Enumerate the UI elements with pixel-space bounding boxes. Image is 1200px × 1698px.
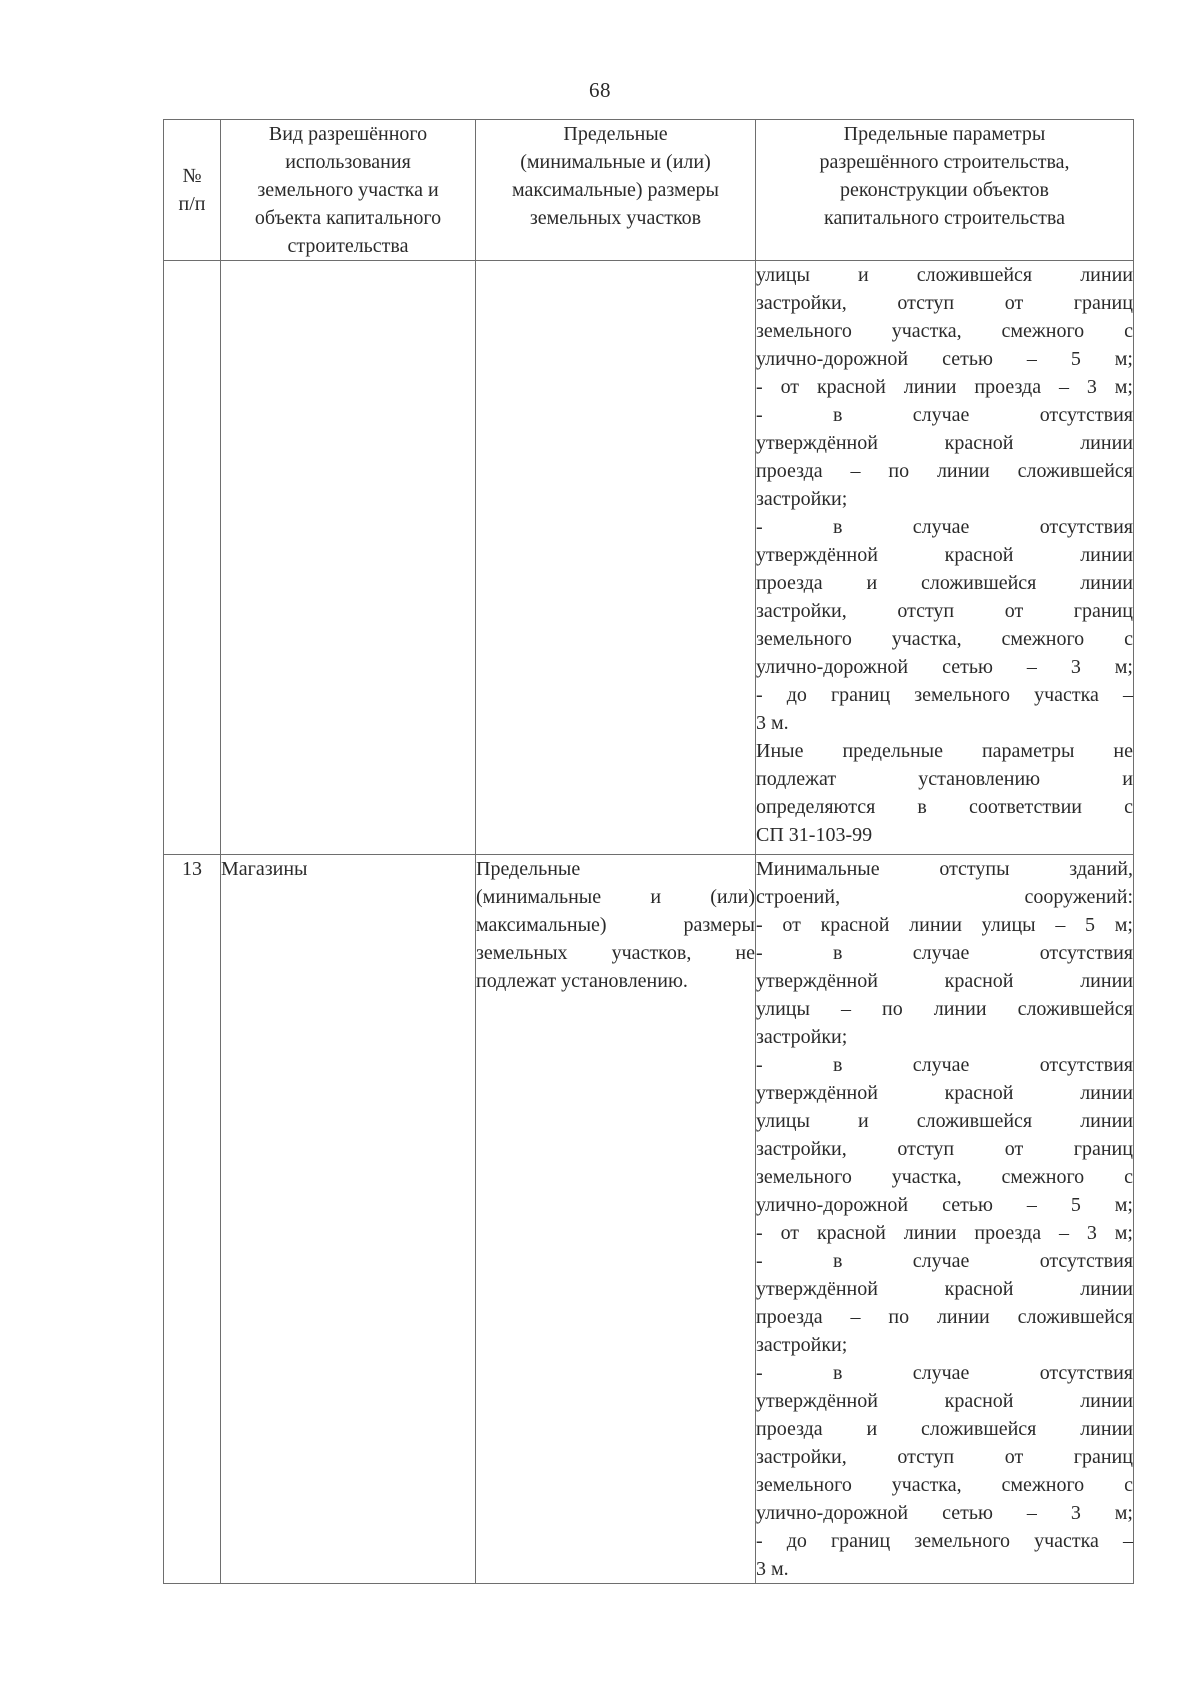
cell-text-line: максимальные) размеры (476, 914, 755, 936)
cell-text-line: земельных участков, не (476, 942, 755, 964)
cell-text-line: улично-дорожной сетью – 5 м; (756, 1194, 1133, 1216)
cell-text-line: утверждённой красной линии (756, 1390, 1133, 1412)
cell-text-line: проезда – по линии сложившейся (756, 460, 1133, 482)
cell-text-line: - в случае отсутствия (756, 1054, 1133, 1076)
cell-text-line: застройки, отступ от границ (756, 1138, 1133, 1160)
header-use-type (221, 120, 476, 261)
cell-text-line: подлежат установлению и (756, 768, 1133, 790)
header-size-line: земельных участков (529, 207, 702, 229)
cell-text-line: определяются в соответствии с (756, 796, 1133, 818)
cell-text-line: улично-дорожной сетью – 3 м; (756, 656, 1133, 678)
header-size-line: максимальные) размеры (511, 179, 719, 201)
cell-text-line: подлежат установлению. (476, 970, 688, 992)
cell-text-line: улично-дорожной сетью – 5 м; (756, 348, 1133, 370)
cell-text-line: проезда и сложившейся линии (756, 1418, 1133, 1440)
cell-text-line: улично-дорожной сетью – 3 м; (756, 1502, 1133, 1524)
header-size-line: (минимальные и (или) (520, 151, 711, 173)
cell-text-line: утверждённой красной линии (756, 544, 1133, 566)
cell-text-line: застройки; (756, 1334, 848, 1356)
cell-text-line: улицы и сложившейся линии (756, 1110, 1133, 1132)
cell-text-line: утверждённой красной линии (756, 1278, 1133, 1300)
cell-text-line: земельного участка, смежного с (756, 628, 1133, 650)
header-use-line: использования (285, 151, 411, 173)
cell-text-line: утверждённой красной линии (756, 970, 1133, 992)
header-plot-size (476, 120, 756, 261)
header-number-line: п/п (178, 193, 206, 215)
cell-text-line: застройки, отступ от границ (756, 292, 1133, 314)
cell-text-line: - до границ земельного участка – (756, 1530, 1133, 1552)
cell-text-line: улицы – по линии сложившейся (756, 998, 1133, 1020)
cell-text-line: - в случае отсутствия (756, 942, 1133, 964)
row-use-cell (221, 261, 476, 855)
cell-text-line: проезда – по линии сложившейся (756, 1306, 1133, 1328)
cell-text-line: - в случае отсутствия (756, 1362, 1133, 1384)
cell-text-line: (минимальные и (или) (476, 886, 755, 908)
row-size-cell (476, 855, 756, 1584)
cell-text-line: - в случае отсутствия (756, 1250, 1133, 1272)
header-params-line: разрешённого строительства, (819, 151, 1070, 173)
cell-text-line: - в случае отсутствия (756, 404, 1133, 426)
page-number: 68 (589, 78, 611, 102)
cell-text-line: застройки; (756, 488, 848, 510)
header-use-line: строительства (287, 235, 409, 257)
cell-text-line: - от красной линии проезда – 3 м; (756, 376, 1133, 398)
cell-text-line: 3 м. (756, 1558, 789, 1580)
cell-text-line: строений, сооружений: (756, 886, 1133, 908)
header-params-line: капитального строительства (824, 207, 1065, 229)
cell-text-line: - от красной линии улицы – 5 м; (756, 914, 1133, 936)
row-size-cell (476, 261, 756, 855)
cell-text-line: застройки, отступ от границ (756, 600, 1133, 622)
cell-text-line: - в случае отсутствия (756, 516, 1133, 538)
cell-text-line: Минимальные отступы зданий, (756, 858, 1133, 880)
cell-text-line: земельного участка, смежного с (756, 1166, 1133, 1188)
cell-text-line: - от красной линии проезда – 3 м; (756, 1222, 1133, 1244)
cell-text-line: Иные предельные параметры не (756, 740, 1133, 762)
table-row (164, 855, 1134, 1584)
cell-text-line: - до границ земельного участка – (756, 684, 1133, 706)
header-params-line: реконструкции объектов (840, 179, 1049, 201)
cell-text-line: проезда и сложившейся линии (756, 572, 1133, 594)
cell-text-line: утверждённой красной линии (756, 432, 1133, 454)
row-params-cell (756, 261, 1134, 855)
header-build-params (756, 120, 1134, 261)
cell-text-line: застройки; (756, 1026, 848, 1048)
cell-text-line: земельного участка, смежного с (756, 320, 1133, 342)
header-use-line: Вид разрешённого (268, 123, 428, 145)
cell-text-line: Предельные (476, 858, 581, 880)
table-header-row (164, 120, 1134, 261)
table-row (164, 261, 1134, 855)
header-number-line: № (182, 165, 202, 187)
cell-text-line: земельного участка, смежного с (756, 1474, 1133, 1496)
cell-text-line: утверждённой красной линии (756, 1082, 1133, 1104)
header-number (164, 120, 221, 261)
header-use-line: объекта капитального (254, 207, 442, 229)
header-size-line: Предельные (563, 123, 668, 145)
row-number-cell: 13 (164, 855, 221, 1584)
regulations-table (163, 119, 1134, 1584)
row-use-cell: Магазины (221, 855, 476, 1584)
cell-text-line: СП 31-103-99 (756, 824, 873, 846)
cell-text-line: 3 м. (756, 712, 789, 734)
row-number-cell (164, 261, 221, 855)
cell-text-line: застройки, отступ от границ (756, 1446, 1133, 1468)
row-params-cell (756, 855, 1134, 1584)
header-params-line: Предельные параметры (843, 123, 1046, 145)
header-use-line: земельного участка и (257, 179, 439, 201)
cell-text-line: улицы и сложившейся линии (756, 264, 1133, 286)
